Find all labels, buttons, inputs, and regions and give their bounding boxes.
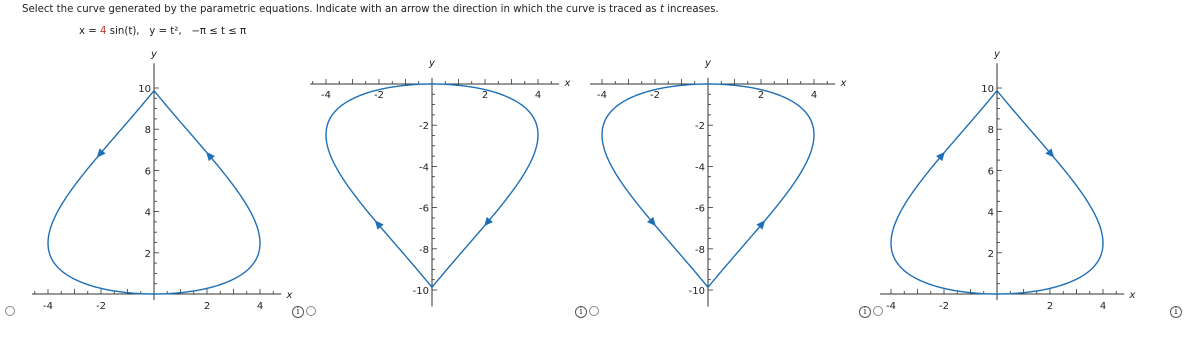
choice-c-radio[interactable] — [589, 306, 599, 316]
y-tick-label: 4 — [144, 207, 151, 219]
y-tick-label: -4 — [419, 162, 429, 174]
y-tick-label: 6 — [144, 166, 151, 178]
y-tick-label: 2 — [987, 248, 994, 260]
y-axis-label: y — [429, 58, 435, 69]
x-tick-label: -4 — [43, 301, 53, 312]
x-tick-label: 4 — [256, 301, 264, 312]
choice-c-graph — [590, 0, 880, 338]
equation-x-coefficient: 4 — [100, 26, 107, 37]
x-tick-label: -4 — [321, 90, 331, 101]
choice-b-radio[interactable] — [306, 306, 316, 316]
y-tick-label: 10 — [138, 84, 151, 95]
choice-a-radio[interactable] — [5, 306, 15, 316]
choice-a-info-icon[interactable] — [292, 306, 304, 318]
y-tick-label: -6 — [419, 203, 429, 215]
choice-d-radio[interactable] — [873, 306, 883, 316]
x-tick-label: 2 — [481, 90, 489, 101]
choice-b-graph — [300, 0, 590, 338]
y-tick-label: -10 — [688, 286, 705, 297]
y-tick-label: -10 — [412, 286, 429, 297]
y-tick-label: 2 — [144, 248, 151, 260]
info-glyph: i — [863, 307, 867, 317]
info-glyph: i — [1174, 307, 1178, 317]
x-axis-label: x — [286, 290, 293, 301]
info-glyph: i — [296, 307, 300, 317]
x-axis-label: x — [1129, 290, 1136, 301]
y-axis-label: y — [994, 49, 1000, 61]
choice-c-info-icon[interactable] — [859, 306, 871, 318]
y-tick-label: -6 — [695, 203, 705, 215]
equation-y: y = t², — [149, 26, 182, 37]
x-tick-label: -4 — [886, 301, 896, 312]
y-tick-label: 6 — [987, 166, 994, 178]
y-tick-label: 10 — [981, 84, 994, 95]
x-axis-label: x — [840, 78, 847, 89]
prompt-text-after: increases. — [663, 4, 719, 15]
x-tick-label: 2 — [1046, 301, 1054, 312]
choice-b-info-icon[interactable] — [575, 306, 587, 318]
y-tick-label: -2 — [419, 121, 429, 133]
x-tick-label: -4 — [597, 90, 607, 101]
x-tick-label: -2 — [374, 90, 384, 101]
x-tick-label: 2 — [757, 90, 765, 101]
x-tick-label: -2 — [96, 301, 106, 312]
y-tick-label: -4 — [695, 162, 705, 174]
x-tick-label: 2 — [203, 301, 211, 312]
info-glyph: i — [579, 307, 583, 317]
equation-x-prefix: x = — [79, 26, 101, 37]
y-tick-label: -8 — [419, 244, 429, 256]
choice-a-graph — [0, 0, 300, 338]
prompt-variable: t — [659, 4, 664, 15]
x-tick-label: 4 — [534, 90, 542, 101]
x-tick-label: -2 — [650, 90, 660, 101]
x-tick-label: 4 — [810, 90, 818, 101]
y-tick-label: 8 — [987, 125, 994, 137]
x-tick-label: 4 — [1099, 301, 1107, 312]
y-tick-label: -8 — [695, 244, 705, 256]
x-tick-label: -2 — [939, 301, 949, 312]
equation-x-rest: sin(t), — [106, 26, 140, 37]
equation-t-range: −π ≤ t ≤ π — [191, 26, 247, 37]
prompt-text-before: Select the curve generated by the parametric equations. Indicate with an arrow the direction in which the curve is traced as — [22, 4, 660, 15]
choice-d-graph — [880, 0, 1200, 338]
y-tick-label: 8 — [144, 125, 151, 137]
y-axis-label: y — [705, 58, 711, 69]
x-axis-label: x — [564, 78, 571, 89]
y-tick-label: -2 — [695, 121, 705, 133]
y-tick-label: 4 — [987, 207, 994, 219]
y-axis-label: y — [151, 49, 157, 61]
choice-d-info-icon[interactable] — [1170, 306, 1182, 318]
